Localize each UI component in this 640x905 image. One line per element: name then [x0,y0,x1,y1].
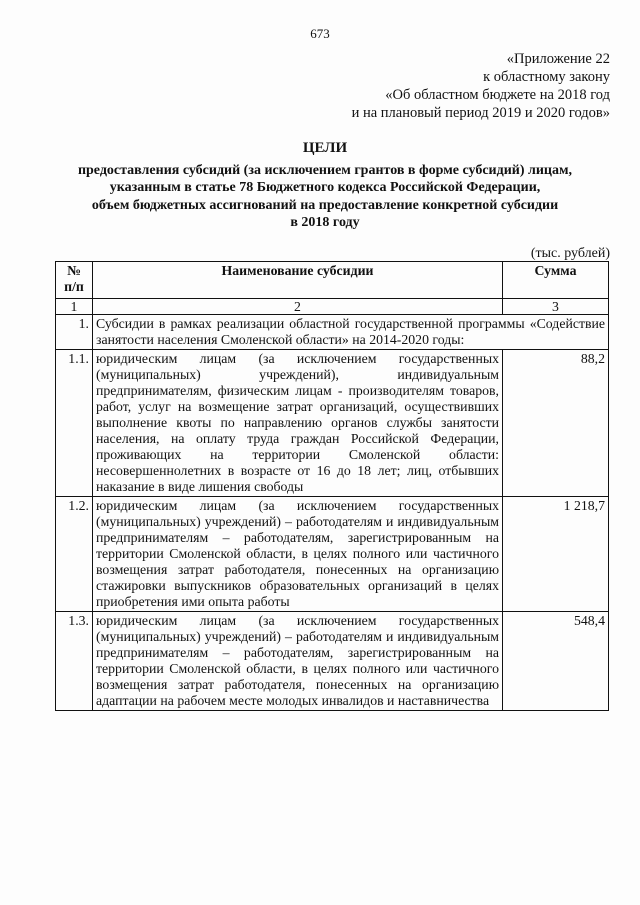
header-number [56,262,93,299]
row-sum: 1 218,7 [503,497,609,612]
section-text: Субсидии в рамках реализации областной государственной программы «Содействие занятости населения Смоленской области» на 2014-2020 годы: [93,315,609,350]
appendix-line: и на плановый период 2019 и 2020 годов» [351,105,610,121]
column-index: 2 [93,299,503,315]
row-sum: 88,2 [503,350,609,497]
row-number: 1.2. [56,497,93,612]
table-row [56,612,609,711]
appendix-line: к областному закону [483,69,610,85]
header-name: Наименование субсидии [93,262,503,299]
table-row [56,497,609,612]
row-number: 1.1. [56,350,93,497]
row-text: юридическим лицам (за исключением государственных (муниципальных) учреждений) – работодателям и индивидуальным предпринимателям – работодателям, зарегистрированным на территории Смоленской области, в целях полного или частичного возмещения затрат работодателя, понесенных на организацию стажировки выпускников образовательных организаций в целях приобретения ими опыта работы [93,497,503,612]
subsidies-table [55,261,609,711]
header-number-line: п/п [64,279,84,294]
column-index-row [56,299,609,315]
column-index: 3 [503,299,609,315]
title-heading: ЦЕЛИ [302,140,348,156]
header-number-line: № [67,263,81,278]
header-sum: Сумма [503,262,609,299]
table-row [56,350,609,497]
row-sum: 548,4 [503,612,609,711]
page-number: 673 [310,26,330,41]
title-line: в 2018 году [290,215,360,230]
appendix-line: «Приложение 22 [506,51,610,67]
document-title [40,140,610,232]
title-line: предоставления субсидий (за исключением грантов в форме субсидий) лицам, [77,162,573,178]
row-text: юридическим лицам (за исключением государственных (муниципальных) учреждений) – работодателям и индивидуальным предпринимателям – работодателям, зарегистрированным на территории Смоленской области, в целях полного или частичного возмещения затрат работодателя, понесенных на организацию адаптации на рабочем месте молодых инвалидов и наставничества [93,612,503,711]
appendix-reference [352,50,610,122]
section-row [56,315,609,350]
column-index: 1 [56,299,93,315]
title-line: объем бюджетных ассигнований на предоставление конкретной субсидии [91,197,559,213]
appendix-line: «Об областном бюджете на 2018 год [385,87,610,103]
table-header-row [56,262,609,299]
row-text: юридическим лицам (за исключением государственных (муниципальных) учреждений), индивидуальным предпринимателям, физическим лицам - производителям товаров, работ, услуг на возмещение затрат организаций, осуществивших выполнение квоты по направлению органов службы занятости населения, на оплату труда граждан Российской Федерации, проживающих на территории Смоленской области: несовершеннолетних в возрасте от 16 до 18 лет; лиц, отбывших наказание в виде лишения свободы [93,350,503,497]
row-number: 1.3. [56,612,93,711]
section-number: 1. [56,315,93,350]
units-label: (тыс. рублей) [530,246,610,261]
title-line: указанным в статье 78 Бюджетного кодекса Российской Федерации, [109,180,541,195]
